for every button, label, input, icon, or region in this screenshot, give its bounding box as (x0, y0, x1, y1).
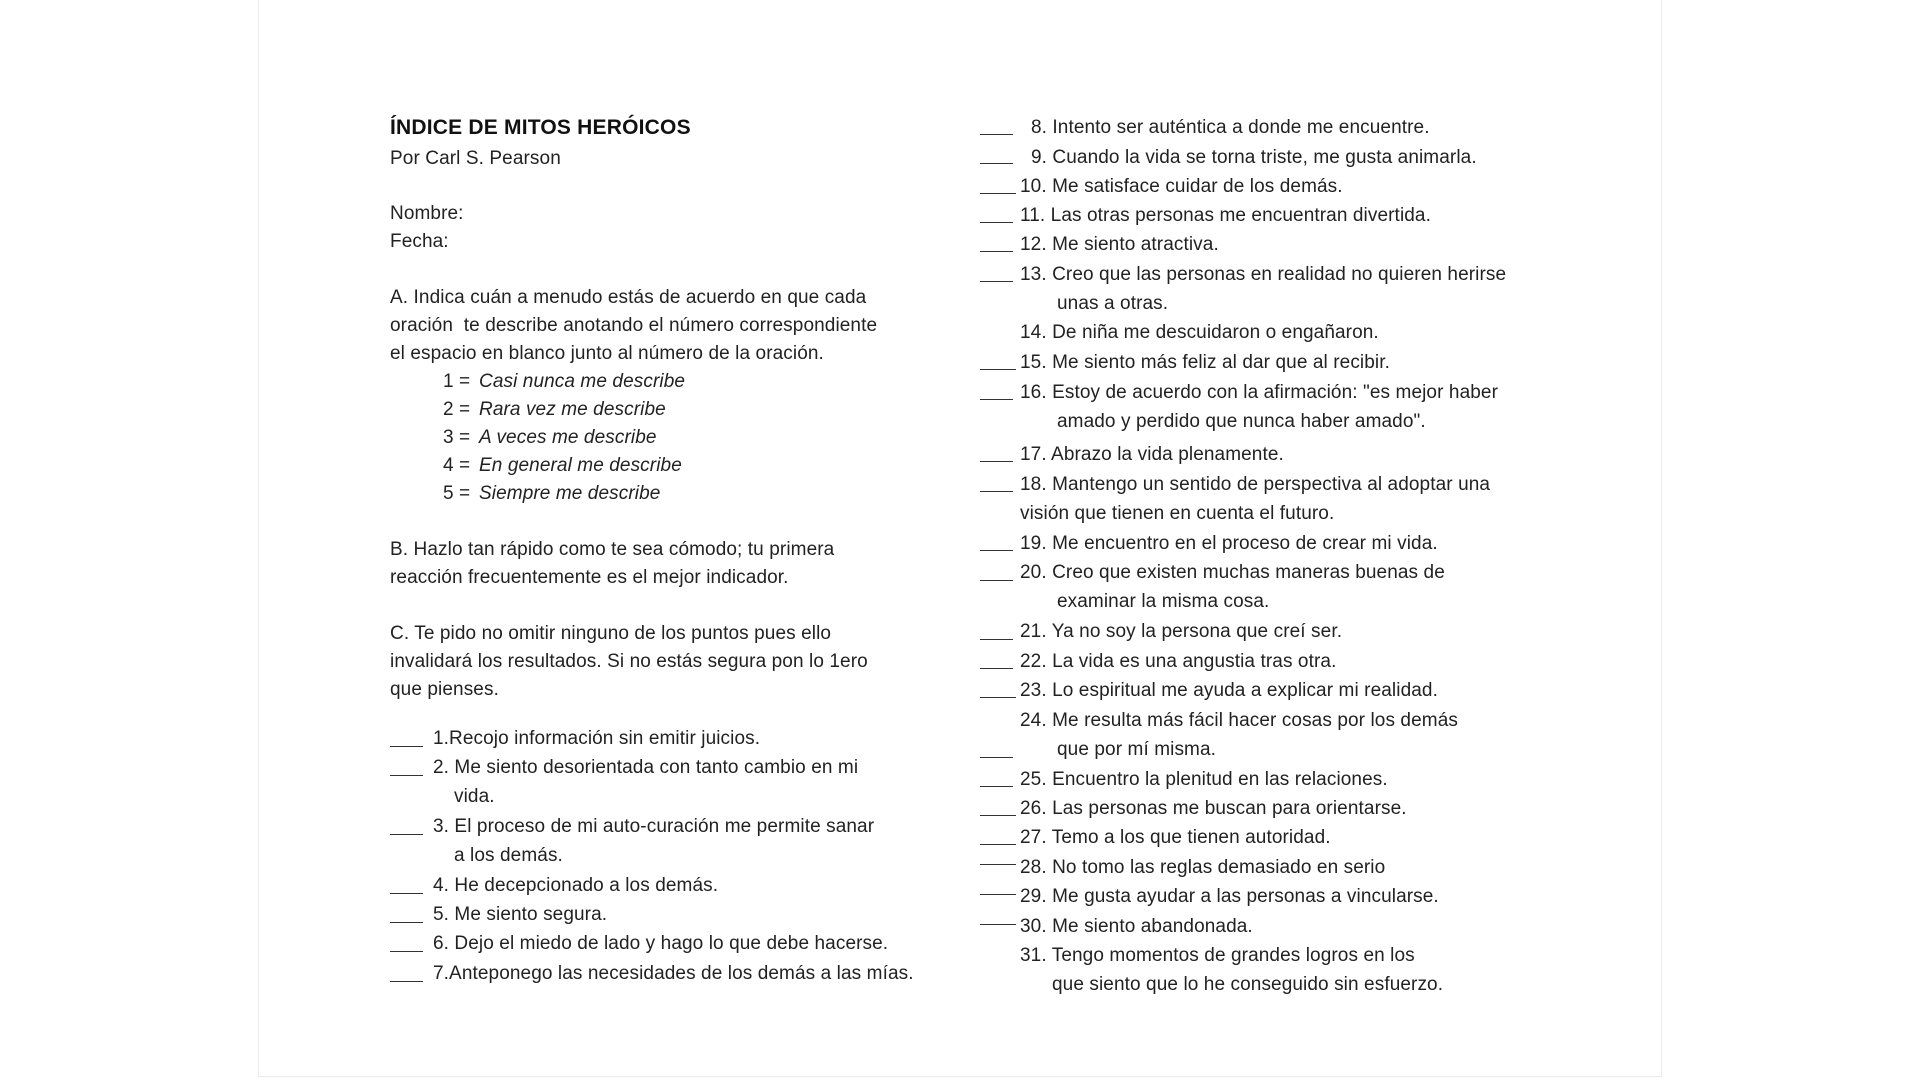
question-item: 22. La vida es una angustia tras otra. (1020, 651, 1337, 672)
question-item: 4. He decepcionado a los demás. (433, 875, 719, 896)
answer-blank[interactable] (980, 399, 1013, 400)
question-item: 26. Las personas me buscan para orientarse. (1020, 798, 1407, 819)
scale-number: 2 = (443, 399, 471, 420)
scale-number: 3 = (443, 427, 471, 448)
question-item-continuation: examinar la misma cosa. (1057, 591, 1270, 612)
answer-blank[interactable] (980, 697, 1016, 698)
answer-blank[interactable] (980, 491, 1013, 492)
question-item: 30. Me siento abandonada. (1020, 916, 1253, 937)
question-item-continuation: visión que tienen en cuenta el futuro. (1020, 503, 1335, 524)
question-item: 6. Dejo el miedo de lado y hago lo que debe hacerse. (433, 933, 889, 954)
question-item: 29. Me gusta ayudar a las personas a vincularse. (1020, 886, 1439, 907)
scale-number: 5 = (443, 483, 471, 504)
answer-blank[interactable] (390, 775, 423, 776)
scale-label: Rara vez me describe (479, 399, 666, 420)
question-item: 16. Estoy de acuerdo con la afirmación: "es mejor haber (1020, 382, 1498, 403)
scale-label: Casi nunca me describe (479, 371, 686, 392)
question-item: 3. El proceso de mi auto-curación me permite sanar (433, 816, 875, 837)
instruction-b-line: reacción frecuentemente es el mejor indicador. (390, 567, 789, 588)
question-item: 7.Anteponego las necesidades de los demás a las mías. (433, 963, 914, 984)
instruction-c-line: que pienses. (390, 679, 499, 700)
question-item: 14. De niña me descuidaron o engañaron. (1020, 322, 1379, 343)
question-item: 31. Tengo momentos de grandes logros en los (1020, 945, 1415, 966)
question-item-continuation: unas a otras. (1057, 293, 1169, 314)
question-item: 21. Ya no soy la persona que creí ser. (1020, 621, 1343, 642)
instruction-b-line: B. Hazlo tan rápido como te sea cómodo; tu primera (390, 539, 835, 560)
name-field-label: Nombre: (390, 203, 464, 224)
document-author: Por Carl S. Pearson (390, 148, 561, 169)
answer-blank[interactable] (390, 893, 423, 894)
question-item: 13. Creo que las personas en realidad no quieren herirse (1020, 264, 1507, 285)
question-item: 2. Me siento desorientada con tanto cambio en mi (433, 757, 859, 778)
question-item: 19. Me encuentro en el proceso de crear mi vida. (1020, 533, 1438, 554)
answer-blank[interactable] (980, 134, 1013, 135)
question-item: 20. Creo que existen muchas maneras buenas de (1020, 562, 1445, 583)
answer-blank[interactable] (980, 924, 1016, 925)
answer-blank[interactable] (390, 834, 423, 835)
answer-blank[interactable] (980, 639, 1013, 640)
answer-blank[interactable] (980, 786, 1013, 787)
question-item: 9. Cuando la vida se torna triste, me gusta animarla. (1031, 147, 1477, 168)
answer-blank[interactable] (980, 757, 1013, 758)
question-item: 15. Me siento más feliz al dar que al recibir. (1020, 352, 1390, 373)
question-item: 8. Intento ser auténtica a donde me encuentre. (1031, 117, 1430, 138)
scale-label: A veces me describe (479, 427, 657, 448)
question-item-continuation: amado y perdido que nunca haber amado". (1057, 411, 1426, 432)
question-item: 11. Las otras personas me encuentran divertida. (1020, 205, 1431, 226)
question-item-continuation: que por mí misma. (1057, 739, 1217, 760)
scale-label: Siempre me describe (479, 483, 661, 504)
answer-blank[interactable] (980, 668, 1013, 669)
scale-number: 1 = (443, 371, 471, 392)
answer-blank[interactable] (980, 222, 1013, 223)
answer-blank[interactable] (980, 894, 1016, 895)
answer-blank[interactable] (980, 550, 1013, 551)
instruction-a-line: el espacio en blanco junto al número de la oración. (390, 343, 824, 364)
answer-blank[interactable] (390, 981, 423, 982)
question-item: 17. Abrazo la vida plenamente. (1020, 444, 1284, 465)
instruction-a-line: A. Indica cuán a menudo estás de acuerdo en que cada (390, 287, 867, 308)
answer-blank[interactable] (980, 369, 1016, 370)
answer-blank[interactable] (390, 951, 423, 952)
question-item: 23. Lo espiritual me ayuda a explicar mi realidad. (1020, 680, 1438, 701)
document-title: ÍNDICE DE MITOS HERÓICOS (390, 116, 691, 139)
question-item-continuation: vida. (454, 786, 495, 807)
answer-blank[interactable] (980, 163, 1013, 164)
answer-blank[interactable] (390, 922, 423, 923)
answer-blank[interactable] (980, 461, 1013, 462)
question-item: 5. Me siento segura. (433, 904, 608, 925)
scale-number: 4 = (443, 455, 471, 476)
answer-blank[interactable] (980, 815, 1016, 816)
question-item: 18. Mantengo un sentido de perspectiva al adoptar una (1020, 474, 1491, 495)
answer-blank[interactable] (980, 864, 1016, 865)
instruction-c-line: invalidará los resultados. Si no estás segura pon lo 1ero (390, 651, 868, 672)
question-item-continuation: que siento que lo he conseguido sin esfuerzo. (1052, 974, 1444, 995)
question-item-continuation: a los demás. (454, 845, 563, 866)
question-item: 1.Recojo información sin emitir juicios. (433, 728, 761, 749)
answer-blank[interactable] (390, 746, 423, 747)
answer-blank[interactable] (980, 193, 1016, 194)
instruction-a-line: oración te describe anotando el número correspondiente (390, 315, 878, 336)
question-item: 12. Me siento atractiva. (1020, 234, 1219, 255)
instruction-c-line: C. Te pido no omitir ninguno de los puntos pues ello (390, 623, 832, 644)
question-item: 25. Encuentro la plenitud en las relaciones. (1020, 769, 1388, 790)
answer-blank[interactable] (980, 580, 1013, 581)
question-item: 28. No tomo las reglas demasiado en serio (1020, 857, 1386, 878)
question-item: 10. Me satisface cuidar de los demás. (1020, 176, 1343, 197)
date-field-label: Fecha: (390, 231, 449, 252)
answer-blank[interactable] (980, 281, 1013, 282)
answer-blank[interactable] (980, 844, 1016, 845)
question-item: 24. Me resulta más fácil hacer cosas por los demás (1020, 710, 1458, 731)
scale-label: En general me describe (479, 455, 682, 476)
question-item: 27. Temo a los que tienen autoridad. (1020, 827, 1331, 848)
answer-blank[interactable] (980, 251, 1013, 252)
